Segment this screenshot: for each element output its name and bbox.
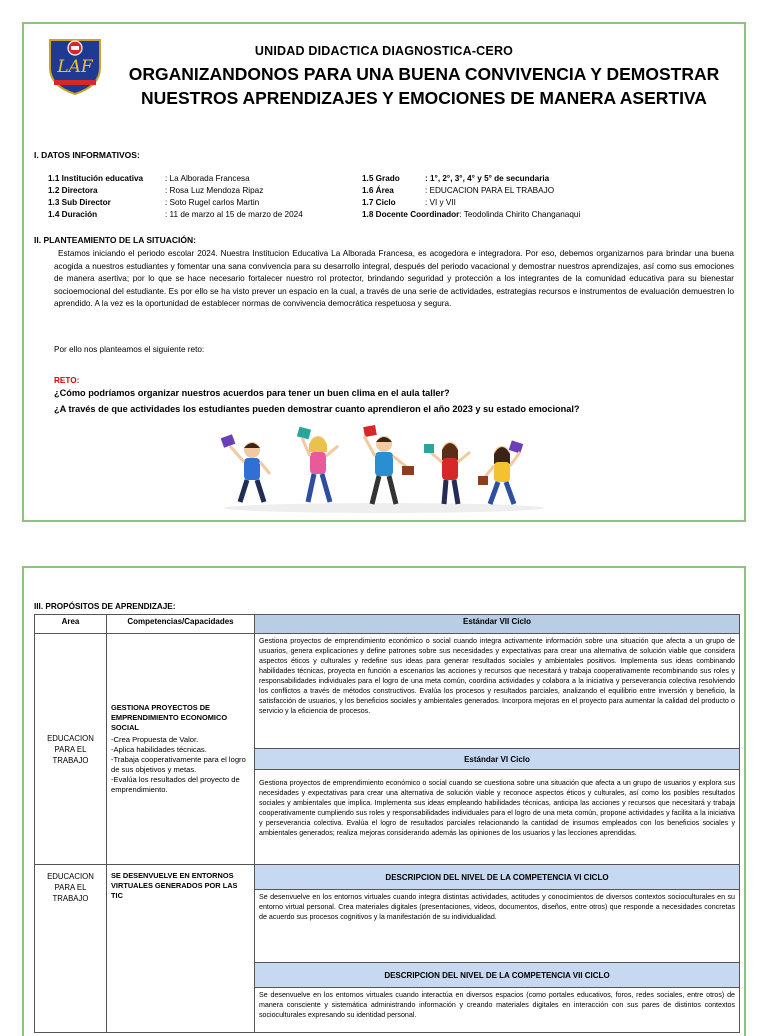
info-institucion: 1.1 Institución educativa	[48, 174, 144, 183]
info-area-value: : EDUCACION PARA EL TRABAJO	[425, 186, 555, 195]
situacion-closing: Por ello nos planteamos el siguiente reto:	[54, 345, 205, 354]
row2-desc6: Se desenvuelve en los entornos virtuales cuando integra distintas actividades, actitudes y conocimientos de diversos contextos socioculturales en su entorno virtual personal. Crea materiales digitales (presentaciones, videos, documentos, diseños, entre otros) que responde a necesidades concretas de acuerdo sus procesos cognitivos y la manifestación de su individualidad.	[255, 890, 740, 963]
page-2	[22, 566, 746, 1036]
reto-question-1: ¿Cómo podríamos organizar nuestros acuerdos para tener un buen clima en el aula taller?	[54, 388, 450, 398]
row2-desc7: Se desenvuelve en los entornos virtuales cuando interactúa en diversos espacios (como portales educativos, foros, redes sociales, entre otros) de manera consciente y sistemática administrando información y creando materiales digitales en interacción con sus pares de distintos contextos socioculturales expresando su identidad personal.	[255, 988, 740, 1033]
row1-std7: Gestiona proyectos de emprendimiento económico o social cuando integra activamente información sobre una situación que afecta a un grupo de usuarios, genera explicaciones y define patrones sobre sus necesidades y expectativas para crear una alternativa de solución viable que considera aspectos éticos y culturales y redefine sus ideas para generar resultados sociales y ambientales positivos. Implementa sus ideas combinando habilidades técnicas, proyecta en función a escenarios las acciones y recursos que necesitará y trabaja cooperativamente recombinando sus roles y responsabilidades individuales para el logro de una meta común, coordina actividades y colabora a la iniciativa y perseverancia colectiva resolviendo los conflictos a través de métodos constructivos. Evalúa los procesos y resultados parciales, analizando el equilibrio entre inversión y beneficio, la satisfacción de usuarios, y los beneficios sociales y ambientales generados. Incorpora mejoras en el proyecto para aumentar la calidad del producto o servicio y la eficiencia de procesos.	[255, 634, 740, 749]
reto-question-2: ¿A través de que actividades los estudiantes pueden demostrar cuanto aprendieron el año 2023 y su estado emocional?	[54, 404, 580, 414]
info-grado-value: : 1°, 2°, 3°, 4° y 5° de secundaria	[425, 174, 550, 183]
info-ciclo: 1.7 Ciclo	[362, 198, 396, 207]
situacion-paragraph: Estamos iniciando el periodo escolar 2024. Nuestra Institucion Educativa La Alborada Francesa, es acogedora e integradora. Por eso, debemos organizarnos para brindar una buena acogida a nuestros estudiantes y fomentar una sana convivencia para su desarrollo integral, después del periodo vacacional y demostrar nuestros aprendizajes, así como sus emociones de manera asertiva; por lo que se hace necesario fortalecer nuestro rol protector, brindando seguridad y protección a los integrantes de la comunidad educativa para su bienestar socioemocional del estudiante. Es por ello se ha visto prever un espacio en la cual, a través de una serie de actividades, estrategias recursos e instrumentos de evaluación demuestren lo aprendido. A la vez es la oportunidad de establecer normas de convivencia democrática respetuosa y segura.	[54, 249, 734, 308]
propositos-heading: III. PROPÓSITOS DE APRENDIZAJE:	[34, 602, 176, 611]
row1-std6: Gestiona proyectos de emprendimiento económico o social cuando se cuestiona sobre una situación que afecta a un grupo de usuarios y explora sus necesidades y expectativas para crear una alternativa de solución viable y reconoce aspectos éticos y culturales, así como los posibles resultados sociales y ambientales que implica. Implementa sus ideas empleando habilidades técnicas, anticipa las acciones y recursos que necesitará y trabaja cooperativamente cumpliendo sus roles y responsabilidades individuales para el logro de una meta común, propone actividades y facilita a la iniciativa y perseverancia colectiva. Evalúa el logro de resultados parciales relacionando la cantidad de insumos empleados con los beneficios sociales y ambientales generados; realiza mejoras considerando además las opiniones de los usuarios y las lecciones aprendidas.	[255, 770, 740, 865]
unit-title: UNIDAD DIDACTICA DIAGNOSTICA-CERO	[254, 44, 514, 58]
row1-competencia	[107, 634, 255, 865]
page-1	[22, 22, 746, 522]
logo-lettering: LAF	[57, 57, 93, 77]
row2-area: EDUCACION PARA EL TRABAJO	[35, 865, 107, 1033]
row1-std6-title: Estándar VI Ciclo	[255, 749, 740, 770]
row2-desc6-title: DESCRIPCION DEL NIVEL DE LA COMPETENCIA VI CICLO	[255, 865, 740, 890]
row1-area: EDUCACION PARA EL TRABAJO	[35, 634, 107, 865]
info-directora: 1.2 Directora	[48, 186, 98, 195]
info-area: 1.6 Área	[362, 186, 394, 195]
info-ciclo-value: : VI y VII	[425, 198, 456, 207]
info-docente-value: : Teodolinda Chirito Changanaqui	[459, 210, 581, 219]
info-institucion-value: : La Alborada Francesa	[165, 174, 250, 183]
row2-desc7-title: DESCRIPCION DEL NIVEL DE LA COMPETENCIA VII CICLO	[255, 963, 740, 988]
row1-competencia-title: GESTIONA PROYECTOS DE EMPRENDIMIENTO ECONOMICO SOCIAL	[111, 703, 228, 732]
info-subdirector: 1.3 Sub Director	[48, 198, 111, 207]
row2-competencia: SE DESENVUELVE EN ENTORNOS VIRTUALES GENERADOS POR LAS TIC	[107, 865, 255, 1033]
col-estandar-vii: Estándar VII Ciclo	[255, 615, 740, 634]
info-docente: 1.8 Docente Coordinador: Teodolinda Chirito Changanaqui	[362, 210, 581, 219]
col-competencias: Competencias/Capacidades	[107, 615, 255, 634]
info-grado: 1.5 Grado	[362, 174, 400, 183]
propositos-table	[34, 614, 740, 1033]
situacion-heading: II. PLANTEAMIENTO DE LA SITUACIÓN:	[34, 235, 196, 245]
col-area: Area	[35, 615, 107, 634]
reto-label: RETO:	[54, 376, 80, 385]
info-subdirector-value: : Soto Rugel carlos Martin	[165, 198, 260, 207]
info-directora-value: : Rosa Luz Mendoza Ripaz	[165, 186, 264, 195]
info-duracion-value: : 11 de marzo al 15 de marzo de 2024	[165, 210, 303, 219]
info-duracion: 1.4 Duración	[48, 210, 98, 219]
main-title: ORGANIZANDONOS PARA UNA BUENA CONVIVENCIA Y DEMOSTRAR NUESTROS APRENDIZAJES Y EMOCIONES DE MANERA ASERTIVA	[128, 64, 720, 108]
datos-heading: I. DATOS INFORMATIVOS:	[34, 150, 140, 160]
row1-capacidades: -Crea Propuesta de Valor. -Aplica habilidades técnicas. -Trabaja cooperativamente para el logro de sus objetivos y metas. -Evalúa los resultados del proyecto de emprendimiento.	[111, 735, 246, 794]
table-row	[35, 865, 740, 890]
table-header-row	[35, 615, 740, 634]
students-illustration	[214, 422, 554, 514]
table-row	[35, 634, 740, 749]
